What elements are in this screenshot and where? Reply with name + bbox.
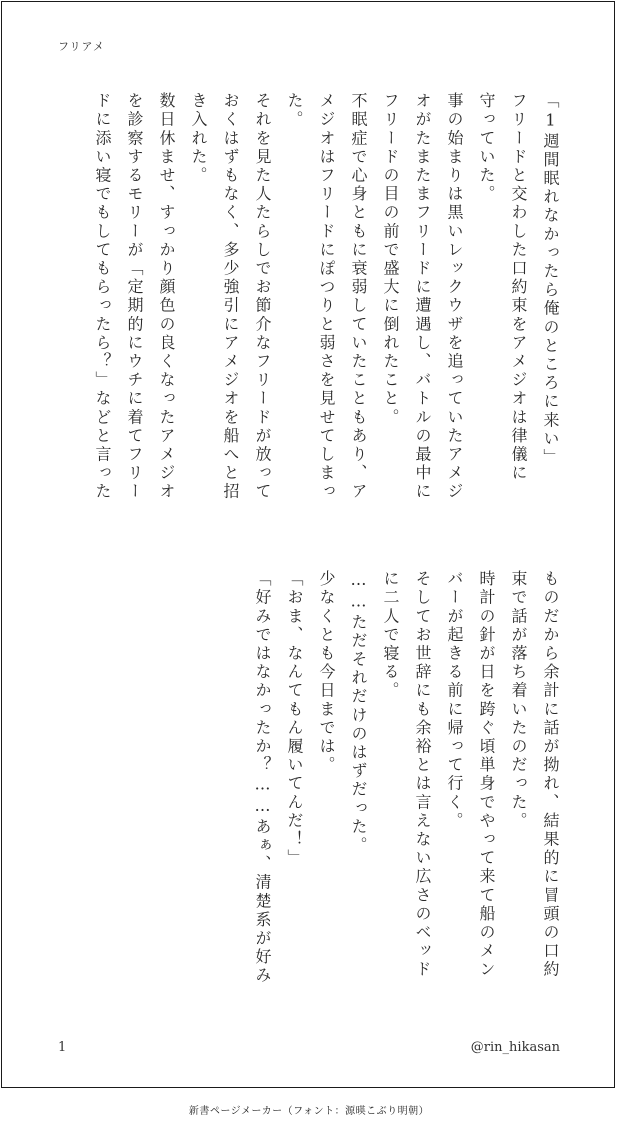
text-line: 事の始まりは黒いレックウザを追っていたアメジ	[445, 92, 464, 502]
text-line: おくはずもなく、多少強引にアメジオを船へと招	[221, 92, 240, 502]
text-line: ……ただそれだけのはずだった。	[349, 570, 368, 855]
text-line: メジオはフリードにぽつりと弱さを見せてしまっ	[317, 92, 336, 502]
text-line: バーが起きる前に帰って行く。	[445, 570, 464, 831]
text-line: に二人で寝る。	[381, 570, 400, 701]
text-line: き入れた。	[189, 92, 208, 185]
header-title: フリアメ	[58, 40, 105, 53]
text-line: ドに添い寝でもしてもらったら？」などと言った	[93, 92, 112, 502]
page-frame	[1, 1, 615, 1088]
text-line: フリードと交わした口約束をアメジオは律儀に	[509, 92, 528, 483]
text-line: 守っていた。	[477, 92, 496, 204]
text-line: を診察するモリーが「定期的にウチに着てフリー	[125, 92, 144, 502]
text-line: 「好みではなかったか？……あぁ、清楚系が好み	[253, 570, 272, 986]
text-line: ものだから余計に話が拗れ、結果的に冒頭の口約	[541, 570, 560, 980]
text-line: オがたまたまフリードに遭遇し、バトルの最中に	[413, 92, 432, 502]
text-block-upper	[86, 92, 566, 522]
text-line: 少なくとも今日までは。	[317, 570, 336, 775]
text-line: た。	[285, 92, 304, 130]
text-line: そしてお世辞にも余裕とは言えない広さのベッド	[413, 570, 432, 980]
text-line: それを見た人たらしでお節介なフリードが放って	[253, 92, 272, 502]
text-block-lower	[246, 570, 566, 1020]
text-line: 不眠症で心身ともに衰弱していたこともあり、ア	[349, 92, 368, 502]
generator-caption: 新書ページメーカー（フォント：源暎こぶり明朝）	[188, 1106, 430, 1117]
text-line: フリードの目の前で盛大に倒れたこと。	[381, 92, 400, 427]
text-line: 「おま、なんてもん履いてんだ！」	[285, 570, 304, 868]
text-line: 時計の針が日を跨ぐ頃単身でやって来て船のメン	[477, 570, 496, 980]
text-line: 束で話が落ち着いたのだった。	[509, 570, 528, 831]
page-number: 1	[58, 1040, 67, 1055]
text-line: 数日休ませ、すっかり顔色の良くなったアメジオ	[157, 92, 176, 502]
text-line: 「1週間眠れなかったら俺のところに来い」	[541, 92, 560, 467]
author-handle: @rin_hikasan	[470, 1040, 560, 1055]
